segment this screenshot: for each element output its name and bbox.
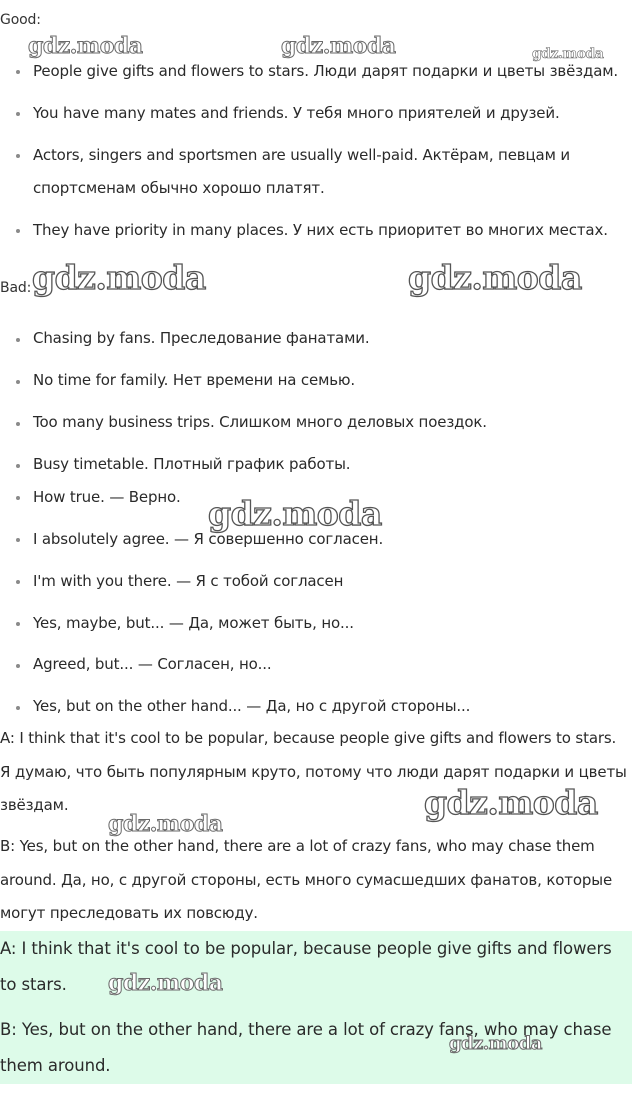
phrase-item: I absolutely agree. — Я совершенно согласен.: [33, 530, 384, 548]
phrase-item: Yes, but on the other hand... — Да, но с другой стороны...: [33, 697, 471, 715]
good-item-gifts: People give gifts and flowers to stars. Люди дарят подарки и цветы звёздам.: [33, 62, 619, 80]
bullet-icon: [16, 422, 20, 426]
watermark: gdz.moda: [449, 1033, 542, 1054]
bad-item-timetable: Busy timetable. Плотный график работы.: [33, 455, 351, 473]
bullet-icon: [16, 538, 20, 542]
answer-line-b: B: Yes, but on the other hand, there are a lot of crazy fans, who may chase them around.: [0, 1020, 612, 1075]
bullet-icon: [16, 70, 20, 74]
good-item-well-paid-cont: спортсменам обычно хорошо платят.: [33, 179, 325, 197]
watermark: gdz.moda: [281, 33, 396, 59]
watermark: gdz.moda: [208, 494, 382, 533]
watermark: gdz.moda: [32, 258, 206, 297]
answer-line-a: A: I think that it's cool to be popular, because people give gifts and flowers to stars.: [0, 939, 612, 994]
bullet-icon: [16, 338, 20, 342]
dialogue-line-b: B: Yes, but on the other hand, there are a lot of crazy fans, who may chase them around. Да, но, с другой стороны, есть много сумасшедших фанатов, которые могут преследовать их повсюду.: [0, 837, 613, 922]
bullet-icon: [16, 380, 20, 384]
phrase-item: How true. — Верно.: [33, 488, 181, 506]
good-item-well-paid: Actors, singers and sportsmen are usually well-paid. Актёрам, певцам и: [33, 146, 570, 164]
answer-box: [0, 931, 632, 1084]
watermark: gdz.moda: [532, 46, 604, 62]
phrase-item: I'm with you there. — Я с тобой согласен: [33, 572, 344, 590]
watermark: gdz.moda: [424, 783, 598, 822]
good-label: Good:: [0, 12, 41, 28]
dialogue-line-a: A: I think that it's cool to be popular, because people give gifts and flowers to stars. Я думаю, что быть популярным круто, потому что люди дарят подарки и цветы звёздам.: [0, 729, 627, 814]
bullet-icon: [16, 622, 20, 626]
watermark: gdz.moda: [28, 33, 143, 59]
bullet-icon: [16, 664, 20, 668]
bad-label: Bad:: [0, 280, 32, 296]
bad-item-trips: Too many business trips. Слишком много деловых поездок.: [33, 413, 487, 431]
bad-item-family: No time for family. Нет времени на семью.: [33, 371, 356, 389]
watermark: gdz.moda: [108, 811, 223, 837]
phrase-item: Yes, maybe, but... — Да, может быть, но...: [33, 614, 354, 632]
watermark: gdz.moda: [408, 258, 582, 297]
bullet-icon: [16, 464, 20, 468]
bullet-icon: [16, 706, 20, 710]
bullet-icon: [16, 112, 20, 116]
bullet-icon: [16, 229, 20, 233]
bullet-icon: [16, 154, 20, 158]
good-item-friends: You have many mates and friends. У тебя много приятелей и друзей.: [33, 104, 560, 122]
good-item-priority: They have priority in many places. У них есть приоритет во многих местах.: [33, 221, 608, 239]
bullet-icon: [16, 580, 20, 584]
bad-item-fans: Chasing by fans. Преследование фанатами.: [33, 329, 370, 347]
watermark: gdz.moda: [108, 970, 223, 996]
phrase-item: Agreed, but... — Согласен, но...: [33, 655, 272, 673]
bullet-icon: [16, 496, 20, 500]
